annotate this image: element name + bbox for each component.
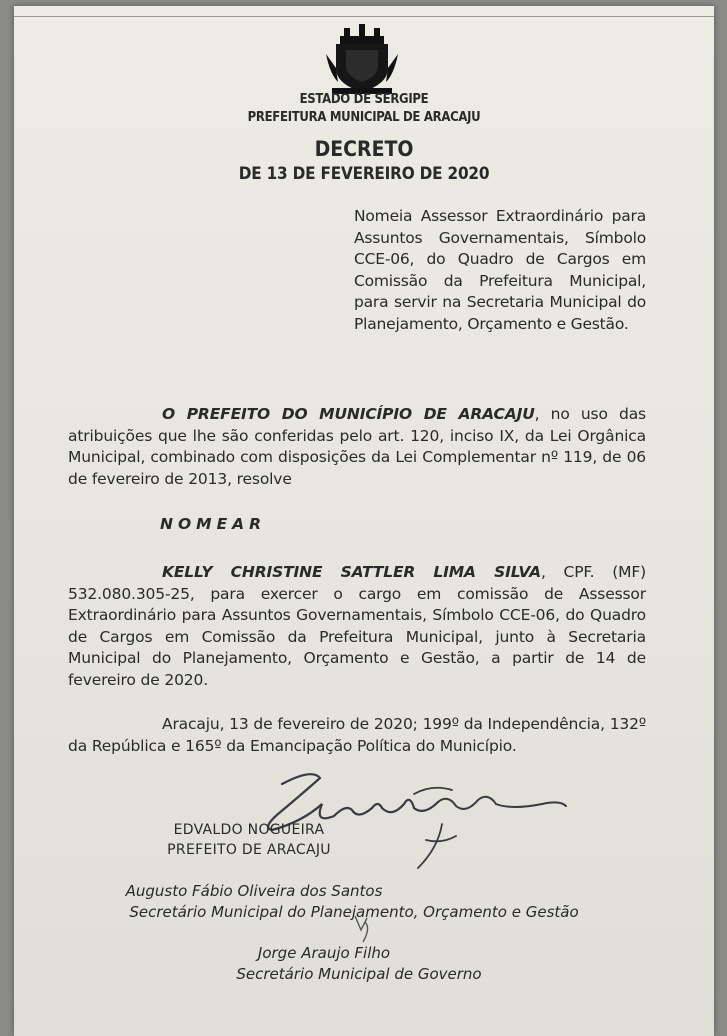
action-verb: NOMEAR: [160, 515, 267, 533]
appointment-text: , CPF. (MF) 532.080.305-25, para exercer o cargo em comissão de Assessor Extraordinário para Assuntos Governamentais, Símbolo CCE-06, do Quadro de Cargos em Comissão da Prefeitura Municipal, junto à Secretaria Municipal do Planejamento, Orçamento e Gestão, a partir de 14 de fevereiro de 2020.: [68, 563, 646, 689]
mayor-name: EDVALDO NOGUEIRA: [173, 822, 325, 838]
state-heading: ESTADO DE SERGIPE: [299, 92, 429, 107]
coat-of-arms-icon: [322, 24, 402, 96]
decree-date: DE 13 DE FEVEREIRO DE 2020: [238, 164, 490, 184]
authority-name: O PREFEITO DO MUNICÍPIO DE ARACAJU: [162, 405, 535, 423]
decree-summary: Nomeia Assessor Extraordinário para Assuntos Governamentais, Símbolo CCE-06, do Quadro de Cargos em Comissão da Prefeitura Municipal, para servir na Secretaria Municipal do Planejamento, Orçamento e Gestão.: [354, 207, 646, 333]
mayor-title: PREFEITO DE ARACAJU: [167, 842, 331, 858]
prefecture-heading: PREFEITURA MUNICIPAL DE ARACAJU: [247, 110, 481, 125]
decree-title: DECRETO: [314, 137, 414, 161]
initials-mark: [349, 912, 379, 946]
secretary-government-name: Jorge Araujo Filho: [257, 944, 391, 962]
appointee-name: KELLY CHRISTINE SATTLER LIMA SILVA: [162, 563, 541, 581]
top-border-line: [14, 16, 714, 17]
decree-page: [14, 6, 714, 1036]
secretary-planning-title: Secretário Municipal do Planejamento, Orçamento e Gestão: [129, 903, 579, 921]
dateline-text: Aracaju, 13 de fevereiro de 2020; 199º da Independência, 132º da República e 165º da Emancipação Política do Município.: [68, 715, 646, 755]
secretary-planning-name: Augusto Fábio Oliveira dos Santos: [125, 882, 383, 900]
appointment-paragraph: [68, 562, 646, 691]
dateline-paragraph: [68, 714, 646, 757]
preamble-paragraph: [68, 404, 646, 490]
preamble-text: , no uso das atribuições que lhe são conferidas pelo art. 120, inciso IX, da Lei Orgânica Municipal, combinado com disposições da Lei Complementar nº 119, de 06 de fevereiro de 2013, resolve: [68, 405, 646, 488]
secretary-government-title: Secretário Municipal de Governo: [236, 965, 482, 983]
